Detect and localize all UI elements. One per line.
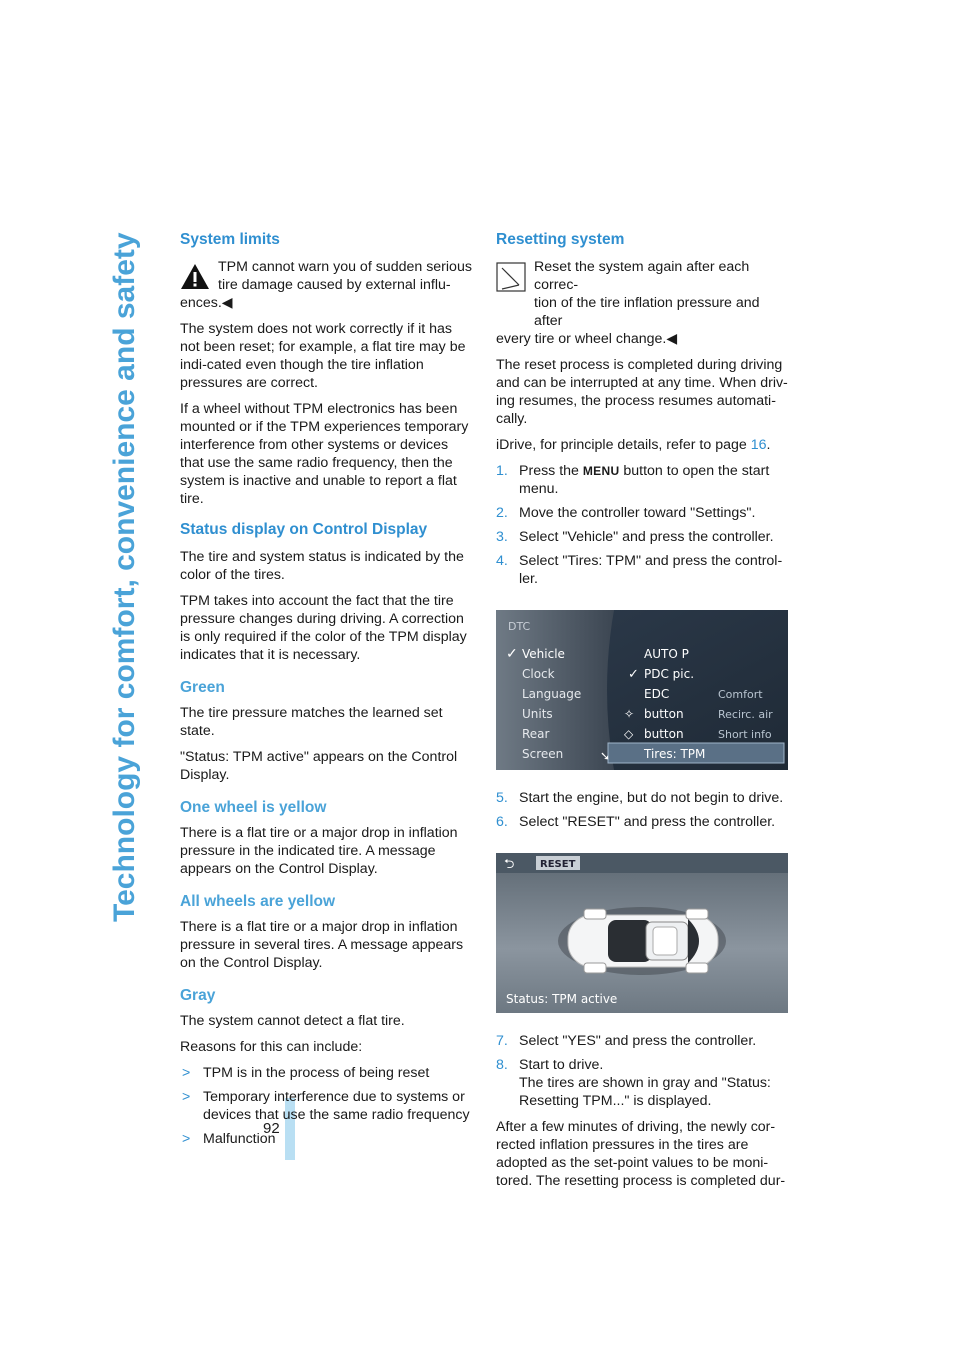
list-item: 5. Start the engine, but do not begin to drive. xyxy=(496,790,784,806)
back-arrow-icon: ⮌ xyxy=(504,856,515,871)
heading-one-wheel-yellow: One wheel is yellow xyxy=(180,799,327,816)
list-item: > TPM is in the process of being reset xyxy=(182,1065,430,1081)
page-link[interactable]: 16 xyxy=(750,437,767,453)
car-top-view xyxy=(558,907,726,975)
resetting-closing-paragraph: After a few minutes of driving, the newly cor-rected inflation pressures in the tires are adopted as the set-point values to be moni-tored. The resetting process is completed dur- xyxy=(496,1119,786,1189)
heading-gray: Gray xyxy=(180,987,216,1004)
menu-edc: EDC xyxy=(644,687,670,701)
heading-resetting-system: Resetting system xyxy=(496,231,625,248)
reset-note-line-2: tion of the tire inflation pressure and after xyxy=(534,295,760,329)
warning-note xyxy=(180,258,472,312)
controller-lr-icon: ◇ xyxy=(624,727,634,741)
controller-cross-icon: ✧ xyxy=(624,707,635,721)
green-paragraph-1: The tire pressure matches the learned set state. xyxy=(180,705,443,739)
list-item: 2. Move the controller toward "Settings". xyxy=(496,505,756,521)
checkmark-icon: ✓ xyxy=(628,666,639,681)
heading-status-display: Status display on Control Display xyxy=(180,521,428,538)
reset-note-line-1: Reset the system again after each correc- xyxy=(534,259,750,293)
menu-pdc-pic: PDC pic. xyxy=(644,667,695,681)
right-column xyxy=(496,230,788,1198)
list-item: 7. Select "YES" and press the controller. xyxy=(496,1033,757,1049)
menu-short-info: Short info xyxy=(718,728,772,741)
steps-list-a xyxy=(496,462,788,588)
list-item: 1. Press the MENU button to open the start menu. xyxy=(496,463,770,497)
menu-screen: Screen xyxy=(522,747,564,761)
gray-reasons-list xyxy=(180,1064,472,1148)
one-yellow-paragraph: There is a flat tire or a major drop in inflation pressure in the indicated tire. A message appears on the Control Display. xyxy=(180,825,458,877)
menu-auto-p: AUTO P xyxy=(644,647,689,661)
steps-list-b xyxy=(496,789,788,831)
list-item: 6. Select "RESET" and press the controller. xyxy=(496,814,776,830)
heading-system-limits: System limits xyxy=(180,231,280,248)
gray-paragraph-2: Reasons for this can include: xyxy=(180,1039,363,1055)
list-item: 8. Start to drive. The tires are shown in gray and "Status: Resetting TPM..." is displayed. xyxy=(496,1057,771,1109)
heading-all-wheels-yellow: All wheels are yellow xyxy=(180,893,336,910)
gray-paragraph-1: The system cannot detect a flat tire. xyxy=(180,1013,405,1029)
status-display-paragraph-1: The tire and system status is indicated by the color of the tires. xyxy=(180,549,464,583)
cursor-arrow-icon: ➘ xyxy=(600,749,611,763)
reset-note-line-3: every tire or wheel change.◀ xyxy=(496,331,678,347)
steps-list-c xyxy=(496,1032,788,1110)
menu-button-2: button xyxy=(644,727,684,741)
left-column xyxy=(180,230,472,1156)
checkmark-icon: ✓ xyxy=(506,645,518,661)
list-item: > Temporary interference due to systems or devices that use the same radio frequency xyxy=(182,1089,470,1123)
heading-green: Green xyxy=(180,679,225,696)
warning-line-2: tire damage caused by external influ- xyxy=(218,277,451,293)
menu-tires-tpm: Tires: TPM xyxy=(644,747,706,761)
tpm-status-text: Status: TPM active xyxy=(506,992,618,1006)
menu-comfort: Comfort xyxy=(718,688,763,701)
menu-key-label: MENU xyxy=(582,464,620,478)
list-item: 4. Select "Tires: TPM" and press the control-ler. xyxy=(496,553,783,587)
menu-recirc-air: Recirc. air xyxy=(718,708,773,721)
menu-language: Language xyxy=(522,687,582,701)
green-paragraph-2: "Status: TPM active" appears on the Control Display. xyxy=(180,749,458,783)
reset-note xyxy=(496,258,788,348)
resetting-paragraph-1: The reset process is completed during driving and can be interrupted at any time. When driv-ing resumes, the process resumes automati-cally. xyxy=(496,357,788,427)
list-item: 3. Select "Vehicle" and press the controller. xyxy=(496,529,774,545)
status-display-paragraph-2: TPM takes into account the fact that the tire pressure changes during driving. A correction is only required if the color of the TPM display indicates that it is necessary. xyxy=(180,593,467,663)
system-limits-paragraph-1: The system does not work correctly if it has not been reset; for example, a flat tire may be indi-cated even though the tire inflation pressures are correct. xyxy=(180,321,466,391)
resetting-paragraph-2: iDrive, for principle details, refer to page 16. xyxy=(496,437,771,453)
list-item: > Malfunction xyxy=(182,1131,276,1147)
side-chapter-title: Technology for comfort, convenience and safety xyxy=(108,232,141,922)
system-limits-paragraph-2: If a wheel without TPM electronics has been mounted or if the TPM experiences temporary interference from other systems or devices that use the same radio frequency, then the system is inactive and unable to report a flat tire. xyxy=(180,401,469,507)
warning-line-3: ences.◀ xyxy=(180,295,233,311)
menu-button-1: button xyxy=(644,707,684,721)
menu-rear: Rear xyxy=(522,727,550,741)
page-number: 92 xyxy=(263,1120,280,1137)
reset-label: RESET xyxy=(540,859,576,870)
menu-units: Units xyxy=(522,707,553,721)
warning-triangle-icon xyxy=(180,262,210,292)
menu-clock: Clock xyxy=(522,667,555,681)
settings-menu-screenshot xyxy=(496,610,788,770)
note-arrow-icon xyxy=(496,262,526,292)
all-yellow-paragraph: There is a flat tire or a major drop in inflation pressure in several tires. A message appears on the Control Display. xyxy=(180,919,464,971)
warning-line-1: TPM cannot warn you of sudden serious xyxy=(218,259,472,275)
menu-vehicle: Vehicle xyxy=(522,647,565,661)
screen1-header: DTC xyxy=(508,620,531,633)
tpm-status-screenshot xyxy=(496,853,788,1013)
